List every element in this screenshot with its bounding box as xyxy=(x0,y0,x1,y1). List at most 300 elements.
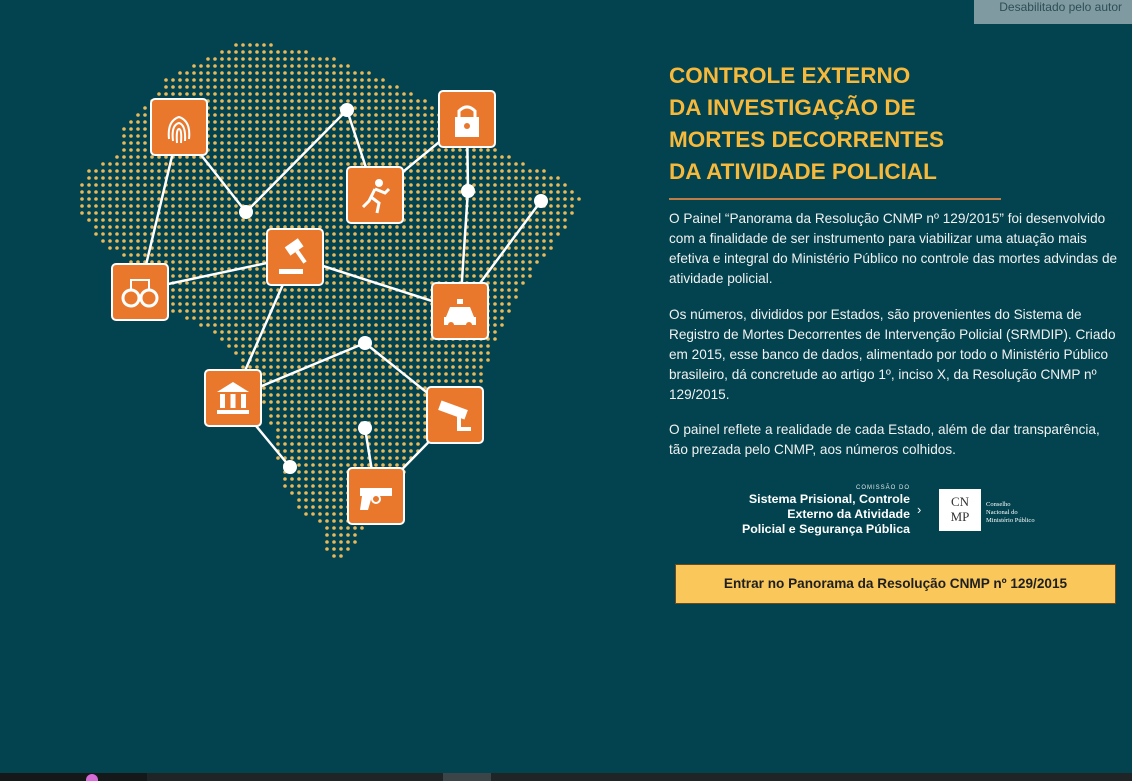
map-dot xyxy=(185,225,189,229)
map-dot xyxy=(262,176,266,180)
map-dot xyxy=(304,393,308,397)
map-dot xyxy=(423,379,427,383)
map-dot xyxy=(402,386,406,390)
map-dot xyxy=(465,372,469,376)
disabled-by-author-badge: Desabilitado pelo autor xyxy=(974,0,1132,24)
title-divider xyxy=(669,198,1001,200)
map-dot xyxy=(157,162,161,166)
map-dot xyxy=(360,386,364,390)
map-dot xyxy=(213,183,217,187)
map-dot xyxy=(220,148,224,152)
map-dot xyxy=(164,239,168,243)
map-dot xyxy=(262,155,266,159)
map-dot xyxy=(206,281,210,285)
map-dot xyxy=(346,435,350,439)
map-dot xyxy=(269,218,273,222)
map-dot xyxy=(493,225,497,229)
map-dot xyxy=(304,505,308,509)
map-dot xyxy=(220,57,224,61)
map-dot xyxy=(234,43,238,47)
map-dot xyxy=(465,260,469,264)
bottom-toolbar-tab[interactable] xyxy=(443,773,491,781)
map-dot xyxy=(549,204,553,208)
map-dot xyxy=(472,351,476,355)
map-dot xyxy=(262,106,266,110)
map-dot xyxy=(325,295,329,299)
page-title xyxy=(669,60,1009,188)
map-dot xyxy=(213,127,217,131)
map-dot xyxy=(346,246,350,250)
map-dot xyxy=(269,295,273,299)
map-dot xyxy=(346,288,350,292)
map-dot xyxy=(374,260,378,264)
map-dot xyxy=(346,162,350,166)
map-dot xyxy=(493,148,497,152)
map-dot xyxy=(339,491,343,495)
map-dot xyxy=(178,288,182,292)
map-dot xyxy=(283,92,287,96)
map-dot xyxy=(94,232,98,236)
map-dot xyxy=(136,211,140,215)
map-dot xyxy=(241,169,245,173)
map-dot xyxy=(122,204,126,208)
map-dot xyxy=(304,120,308,124)
map-dot xyxy=(367,393,371,397)
map-dot xyxy=(206,169,210,173)
map-dot xyxy=(290,414,294,418)
map-dot xyxy=(241,323,245,327)
map-dot xyxy=(458,365,462,369)
map-dot xyxy=(157,253,161,257)
map-dot xyxy=(535,218,539,222)
map-dot xyxy=(500,316,504,320)
map-dot xyxy=(388,400,392,404)
map-dot xyxy=(332,344,336,348)
map-dot xyxy=(521,169,525,173)
map-dot xyxy=(444,197,448,201)
map-dot xyxy=(486,176,490,180)
map-dot xyxy=(409,337,413,341)
map-dot xyxy=(213,281,217,285)
map-dot xyxy=(409,204,413,208)
map-dot xyxy=(444,218,448,222)
map-dot xyxy=(283,358,287,362)
map-dot xyxy=(262,162,266,166)
map-dot xyxy=(206,246,210,250)
map-dot xyxy=(290,113,294,117)
map-dot xyxy=(381,127,385,131)
map-dot xyxy=(402,274,406,278)
map-dot xyxy=(339,225,343,229)
map-dot xyxy=(276,120,280,124)
map-dot xyxy=(255,211,259,215)
map-dot xyxy=(339,169,343,173)
comissao-kicker: COMISSÃO DO xyxy=(855,485,910,491)
map-dot xyxy=(234,281,238,285)
map-dot xyxy=(318,99,322,103)
map-dot xyxy=(311,407,315,411)
map-dot xyxy=(409,344,413,348)
map-dot xyxy=(297,456,301,460)
map-dot xyxy=(451,344,455,348)
map-dot xyxy=(220,211,224,215)
map-dot xyxy=(192,78,196,82)
map-dot xyxy=(444,211,448,215)
map-dot xyxy=(269,78,273,82)
map-dot xyxy=(325,232,329,236)
map-dot xyxy=(325,239,329,243)
map-dot xyxy=(332,554,336,558)
enter-panorama-button[interactable]: Entrar no Panorama da Resolução CNMP nº 129/2015 xyxy=(675,564,1116,604)
map-dot xyxy=(346,302,350,306)
map-dot xyxy=(339,505,343,509)
map-dot xyxy=(395,421,399,425)
map-dot xyxy=(311,197,315,201)
map-dot xyxy=(262,281,266,285)
map-dot xyxy=(332,134,336,138)
map-dot xyxy=(290,407,294,411)
map-dot xyxy=(220,134,224,138)
map-dot xyxy=(129,155,133,159)
map-dot xyxy=(367,141,371,145)
map-dot xyxy=(150,225,154,229)
map-dot xyxy=(227,316,231,320)
map-dot xyxy=(430,358,434,362)
map-dot xyxy=(241,176,245,180)
map-dot xyxy=(143,127,147,131)
map-dot xyxy=(297,330,301,334)
map-dot xyxy=(234,64,238,68)
map-dot xyxy=(500,211,504,215)
map-dot xyxy=(339,197,343,201)
map-dot xyxy=(311,400,315,404)
map-dot xyxy=(269,337,273,341)
map-dot xyxy=(108,190,112,194)
map-dot xyxy=(108,183,112,187)
map-dot xyxy=(346,71,350,75)
map-dot xyxy=(248,43,252,47)
map-dot xyxy=(185,92,189,96)
map-dot xyxy=(199,85,203,89)
map-dot xyxy=(388,449,392,453)
map-dot xyxy=(395,428,399,432)
map-dot xyxy=(339,239,343,243)
fleeing-person-icon xyxy=(347,167,403,223)
map-dot xyxy=(486,351,490,355)
map-dot xyxy=(395,358,399,362)
map-dot xyxy=(171,295,175,299)
map-dot xyxy=(374,386,378,390)
map-dot xyxy=(388,421,392,425)
map-dot xyxy=(472,260,476,264)
map-dot xyxy=(108,239,112,243)
map-dot xyxy=(346,393,350,397)
map-dot xyxy=(374,253,378,257)
map-dot xyxy=(360,365,364,369)
map-dot xyxy=(297,407,301,411)
map-dot xyxy=(451,246,455,250)
map-dot xyxy=(248,176,252,180)
map-dot xyxy=(493,274,497,278)
map-dot xyxy=(381,106,385,110)
map-dot xyxy=(507,197,511,201)
map-dot xyxy=(115,162,119,166)
map-dot xyxy=(430,232,434,236)
map-dot xyxy=(318,323,322,327)
map-dot xyxy=(332,449,336,453)
map-dot xyxy=(395,162,399,166)
map-dot xyxy=(346,85,350,89)
map-dot xyxy=(213,134,217,138)
map-dot xyxy=(115,232,119,236)
map-dot xyxy=(325,323,329,327)
map-dot xyxy=(185,274,189,278)
map-dot xyxy=(458,218,462,222)
map-dot xyxy=(318,211,322,215)
map-dot xyxy=(185,71,189,75)
map-dot xyxy=(276,358,280,362)
map-dot xyxy=(353,456,357,460)
map-dot xyxy=(248,106,252,110)
map-dot xyxy=(444,148,448,152)
map-dot xyxy=(437,358,441,362)
map-dot xyxy=(360,78,364,82)
map-dot xyxy=(458,225,462,229)
map-dot xyxy=(339,554,343,558)
map-dot xyxy=(402,456,406,460)
map-dot xyxy=(269,92,273,96)
map-dot xyxy=(514,253,518,257)
map-dot xyxy=(409,225,413,229)
map-dot xyxy=(143,190,147,194)
map-dot xyxy=(395,246,399,250)
map-dot xyxy=(234,309,238,313)
map-dot xyxy=(374,134,378,138)
map-dot xyxy=(318,71,322,75)
map-dot xyxy=(297,365,301,369)
map-dot xyxy=(416,302,420,306)
map-dot xyxy=(262,78,266,82)
map-dot xyxy=(360,379,364,383)
map-dot xyxy=(178,183,182,187)
map-dot xyxy=(395,309,399,313)
map-dot xyxy=(332,71,336,75)
map-dot xyxy=(129,148,133,152)
map-dot xyxy=(409,288,413,292)
map-dot xyxy=(332,232,336,236)
map-dot xyxy=(332,505,336,509)
map-dot xyxy=(290,484,294,488)
map-dot xyxy=(339,323,343,327)
map-dot xyxy=(360,253,364,257)
map-dot xyxy=(255,57,259,61)
map-dot xyxy=(269,386,273,390)
map-dot xyxy=(381,442,385,446)
map-dot xyxy=(332,183,336,187)
map-dot xyxy=(479,148,483,152)
map-dot xyxy=(528,267,532,271)
map-dot xyxy=(493,204,497,208)
map-dot xyxy=(521,211,525,215)
map-dot xyxy=(507,155,511,159)
map-dot xyxy=(423,344,427,348)
map-dot xyxy=(479,190,483,194)
map-dot xyxy=(325,456,329,460)
map-dot xyxy=(325,526,329,530)
map-dot xyxy=(360,456,364,460)
map-dot xyxy=(318,204,322,208)
map-dot xyxy=(430,120,434,124)
map-dot xyxy=(388,92,392,96)
map-dot xyxy=(171,267,175,271)
map-dot xyxy=(360,71,364,75)
map-dot xyxy=(416,344,420,348)
map-dot xyxy=(283,99,287,103)
map-dot xyxy=(297,470,301,474)
map-dot xyxy=(108,169,112,173)
map-dot xyxy=(332,421,336,425)
map-dot xyxy=(374,400,378,404)
map-dot xyxy=(339,463,343,467)
map-dot xyxy=(248,225,252,229)
map-dot xyxy=(360,281,364,285)
bank-icon xyxy=(205,370,261,426)
map-dot xyxy=(451,372,455,376)
map-dot xyxy=(325,386,329,390)
map-dot xyxy=(304,351,308,355)
map-dot xyxy=(318,127,322,131)
map-dot xyxy=(318,386,322,390)
map-dot xyxy=(409,358,413,362)
map-dot xyxy=(206,218,210,222)
map-dot xyxy=(493,295,497,299)
map-dot xyxy=(416,239,420,243)
map-dot xyxy=(276,365,280,369)
map-dot xyxy=(234,106,238,110)
map-dot xyxy=(444,232,448,236)
map-dot xyxy=(269,176,273,180)
map-dot xyxy=(332,512,336,516)
map-dot xyxy=(360,372,364,376)
map-dot xyxy=(514,183,518,187)
map-dot xyxy=(262,127,266,131)
map-dot xyxy=(220,106,224,110)
map-dot xyxy=(234,337,238,341)
map-dot xyxy=(353,78,357,82)
map-dot xyxy=(283,330,287,334)
map-dot xyxy=(199,92,203,96)
map-dot xyxy=(136,155,140,159)
map-dot xyxy=(206,267,210,271)
map-dot xyxy=(395,337,399,341)
map-dot xyxy=(143,204,147,208)
map-dot xyxy=(297,498,301,502)
map-dot xyxy=(332,470,336,474)
map-dot xyxy=(248,288,252,292)
map-dot xyxy=(472,267,476,271)
map-dot xyxy=(402,449,406,453)
map-dot xyxy=(423,204,427,208)
map-dot xyxy=(395,155,399,159)
map-dot xyxy=(178,225,182,229)
map-dot xyxy=(220,232,224,236)
map-dot xyxy=(241,99,245,103)
map-dot xyxy=(500,274,504,278)
map-dot xyxy=(220,190,224,194)
map-dot xyxy=(227,288,231,292)
map-dot xyxy=(493,288,497,292)
map-dot xyxy=(458,358,462,362)
map-dot xyxy=(276,155,280,159)
map-dot xyxy=(234,162,238,166)
map-dot xyxy=(402,134,406,138)
map-dot xyxy=(416,134,420,138)
map-dot xyxy=(416,414,420,418)
map-dot xyxy=(325,372,329,376)
map-dot xyxy=(507,253,511,257)
map-dot xyxy=(248,365,252,369)
map-dot xyxy=(248,85,252,89)
map-dot xyxy=(164,92,168,96)
map-dot xyxy=(367,78,371,82)
map-dot xyxy=(339,484,343,488)
map-dot xyxy=(255,288,259,292)
map-dot xyxy=(276,169,280,173)
map-dot xyxy=(395,372,399,376)
map-dot xyxy=(360,393,364,397)
map-dot xyxy=(185,162,189,166)
map-dot xyxy=(206,225,210,229)
map-dot xyxy=(423,372,427,376)
map-dot xyxy=(213,85,217,89)
map-dot xyxy=(346,386,350,390)
map-dot xyxy=(297,288,301,292)
map-dot xyxy=(248,134,252,138)
map-dot xyxy=(353,400,357,404)
map-dot xyxy=(416,274,420,278)
map-dot xyxy=(388,351,392,355)
map-dot xyxy=(311,162,315,166)
map-dot xyxy=(150,204,154,208)
map-dot xyxy=(255,162,259,166)
map-dot xyxy=(423,365,427,369)
map-dot xyxy=(332,414,336,418)
map-dot xyxy=(290,323,294,327)
map-dot xyxy=(409,113,413,117)
map-dot xyxy=(234,225,238,229)
map-dot xyxy=(346,260,350,264)
map-dot xyxy=(171,162,175,166)
map-dot xyxy=(479,225,483,229)
map-dot xyxy=(451,267,455,271)
map-dot xyxy=(374,330,378,334)
map-dot xyxy=(143,218,147,222)
map-dot xyxy=(101,190,105,194)
map-dot xyxy=(248,127,252,131)
map-dot xyxy=(234,57,238,61)
map-dot xyxy=(374,274,378,278)
map-dot xyxy=(514,176,518,180)
map-dot xyxy=(444,379,448,383)
map-dot xyxy=(276,337,280,341)
map-dot xyxy=(234,302,238,306)
map-dot xyxy=(283,316,287,320)
map-dot xyxy=(178,92,182,96)
map-dot xyxy=(374,428,378,432)
map-dot xyxy=(290,309,294,313)
map-dot xyxy=(304,106,308,110)
map-dot xyxy=(199,225,203,229)
